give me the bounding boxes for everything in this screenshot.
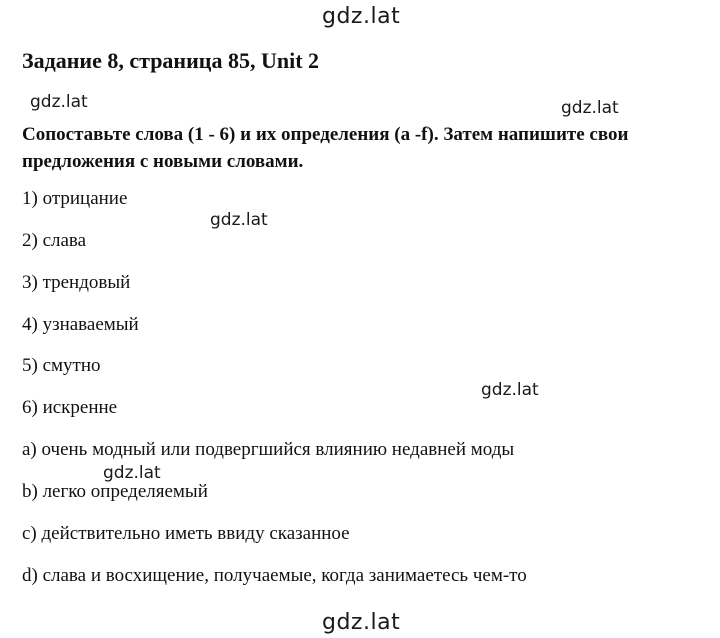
- watermark-right-upper: gdz.lat: [561, 98, 619, 118]
- watermark-left-upper: gdz.lat: [30, 92, 88, 112]
- word-item-6: 6) искренне: [22, 397, 118, 418]
- definition-item-a: a) очень модный или подвергшийся влиянию недавней моды: [22, 439, 515, 460]
- watermark-left-lower: gdz.lat: [103, 463, 161, 483]
- word-item-1: 1) отрицание: [22, 188, 128, 209]
- watermark-center-upper: gdz.lat: [210, 210, 268, 230]
- definition-item-d: d) слава и восхищение, получаемые, когда занимаетесь чем-то: [22, 565, 527, 586]
- word-item-4: 4) узнаваемый: [22, 314, 139, 335]
- definition-item-c: c) действительно иметь ввиду сказанное: [22, 523, 350, 544]
- page-title: Задание 8, страница 85, Unit 2: [22, 48, 320, 73]
- word-item-2: 2) слава: [22, 230, 87, 251]
- watermark-top: gdz.lat: [322, 4, 401, 29]
- watermark-right-middle: gdz.lat: [481, 380, 539, 400]
- definition-item-b: b) легко определяемый: [22, 481, 208, 502]
- word-item-3: 3) трендовый: [22, 272, 131, 293]
- watermark-bottom: gdz.lat: [322, 610, 401, 635]
- task-instruction: Сопоставьте слова (1 - 6) и их определения (а -f). Затем напишите свои предложения с новыми словами.: [22, 124, 629, 172]
- word-item-5: 5) смутно: [22, 355, 101, 376]
